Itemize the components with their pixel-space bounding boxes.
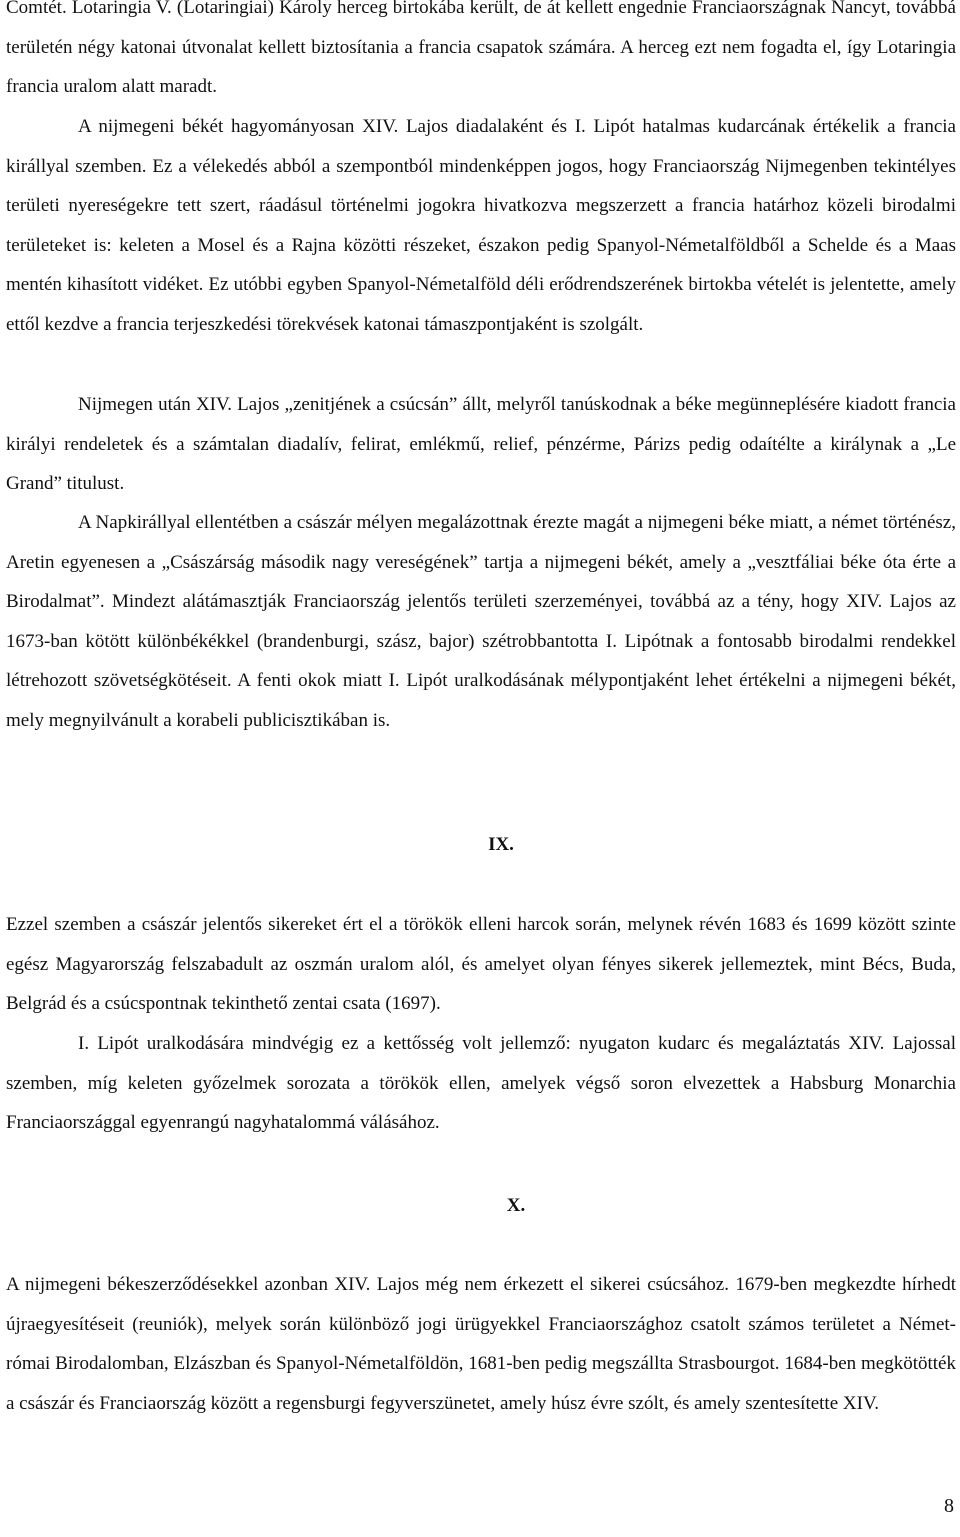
paragraph-emperor-humiliation: A Napkirállyal ellentétben a császár mélyen megalázottnak érezte magát a nijmegeni béke miatt, a német történész, Aretin egyenesen a „Császárság második nagy vereségének” tartja a nijmegeni békét, amely a „vesztfáliai béke óta érte a Birodalmat”. Mindezt alátámasztják Franciaország jelentős területi szerzeményei, továbbá az a tény, hogy XIV. Lajos az 1673-ban kötött különbékékkel (brandenburgi, szász, bajor) szétrobbantotta I. Lipótnak a fontosabb birodalmi rendekkel létrehozott szövetségkötéseit. A fenti okok miatt I. Lipót uralkodásának mélypontjaként lehet értékelni a nijmegeni békét, mely megnyilvánult a korabeli publicisztikában is. — [6, 512, 956, 731]
paragraph-turkish-wars: Ezzel szemben a császár jelentős sikereket ért el a törökök elleni harcok során, melynek révén 1683 és 1699 között szinte egész Magyarország felszabadult az oszmán uralom alól, és amelyet olyan fényes sikerek jellemeztek, mint Bécs, Buda, Belgrád és a csúcspontnak tekinthető zentai csata (1697). — [6, 914, 956, 1015]
section-heading-ix: IX. — [488, 834, 514, 855]
paragraph-zenith: Nijmegen után XIV. Lajos „zenitjének a csúcsán” állt, melyről tanúskodnak a béke megünneplésére kiadott francia királyi rendeletek és a számtalan diadalív, felirat, emlékmű, relief, pénzérme, Párizs pedig odaítélte a királynak a „Le Grand” titulust. — [6, 394, 956, 495]
page-number: 8 — [944, 1495, 954, 1517]
paragraph-lotaringia: Comtét. Lotaringia V. (Lotaringiai) Károly herceg birtokába került, de át kellett engednie Franciaországnak Nancyt, továbbá területén négy katonai útvonalat kellett biztosítania a francia csapatok számára. A herceg ezt nem fogadta el, így Lotaringia francia uralom alatt maradt. — [6, 0, 956, 98]
section-heading-x: X. — [506, 1195, 526, 1216]
paragraph-nijmegen-peace: A nijmegeni békét hagyományosan XIV. Lajos diadalaként és I. Lipót hatalmas kudarcának értékelik a francia királlyal szemben. Ez a vélekedés abból a szempontból mindenképpen jogos, hogy Franciaország Nijmegenben tekintélyes területi nyereségekre tett szert, ráadásul történelmi jogokra hivatkozva megszerzett a francia határhoz közeli birodalmi területeket is: keleten a Mosel és a Rajna közötti részeket, északon pedig Spanyol-Németalföldből a Schelde és a Maas mentén kihasított vidéket. Ez utóbbi egyben Spanyol-Németalföld déli erődrendszerének birtokba vételét is jelentette, amely ettől kezdve a francia terjeszkedési törekvések katonai támaszpontjaként is szolgált. — [6, 116, 956, 335]
paragraph-reunions: A nijmegeni békeszerződésekkel azonban XIV. Lajos még nem érkezett el sikerei csúcsához. 1679-ben megkezdte hírhedt újraegyesítéseit (reuniók), melyek során különböző jogi ürügyekkel Franciaországhoz csatolt számos területet a Német-római Birodalomban, Elzászban és Spanyol-Németalföldön, 1681-ben pedig megszállta Strasbourgot. 1684-ben megkötötték a császár és Franciaország között a regensburgi fegyverszünetet, amely húsz évre szólt, és amely szentesítette XIV. — [6, 1274, 956, 1414]
paragraph-duality: I. Lipót uralkodására mindvégig ez a kettősség volt jellemző: nyugaton kudarc és megaláztatás XIV. Lajossal szemben, míg keleten győzelmek sorozata a törökök ellen, amelyek végső soron elvezettek a Habsburg Monarchia Franciaországgal egyenrangú nagyhatalommá válásához. — [6, 1033, 956, 1134]
